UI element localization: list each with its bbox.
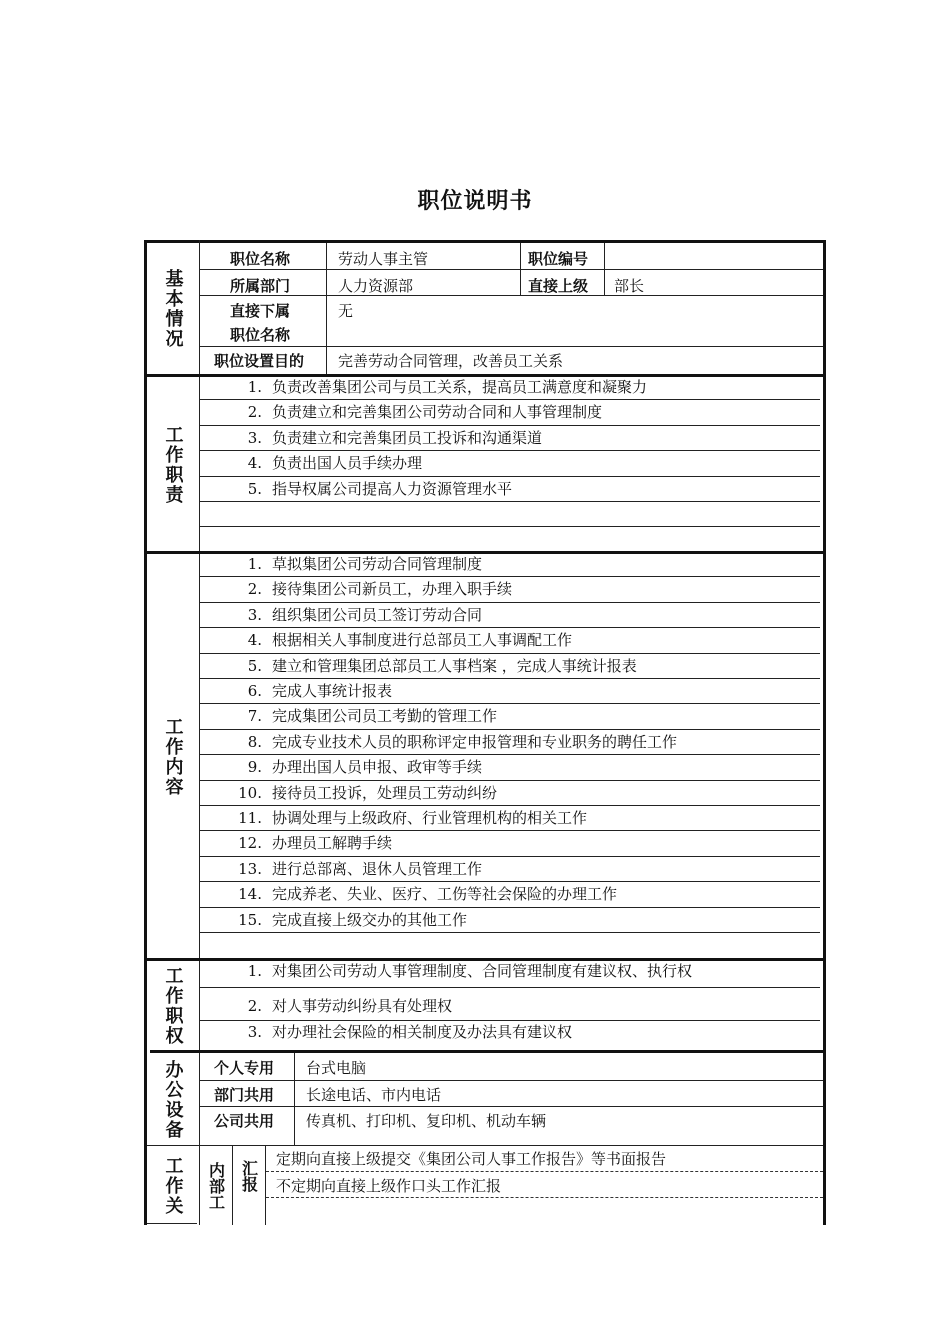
position-name-label: 职位名称 bbox=[230, 250, 291, 268]
equipment-value: 台式电脑 bbox=[306, 1059, 367, 1077]
content-item bbox=[202, 882, 812, 907]
job-description-table bbox=[144, 240, 826, 1225]
duty-item-text: 负责建立和完善集团公司劳动合同和人事管理制度 bbox=[272, 403, 603, 422]
section-divider bbox=[199, 240, 200, 1225]
position-code-label: 职位编号 bbox=[528, 250, 589, 268]
section-label-basic: 基本情况 bbox=[162, 269, 184, 349]
superior-label: 直接上级 bbox=[528, 277, 589, 295]
section-label-relations: 工作关 bbox=[162, 1155, 184, 1216]
content-item bbox=[202, 781, 812, 806]
duty-item-text: 负责改善集团公司与员工关系，提高员工满意度和凝聚力 bbox=[272, 378, 648, 396]
content-item bbox=[202, 603, 812, 628]
table-border-right bbox=[823, 240, 826, 1225]
content-item-number: 3. bbox=[247, 605, 262, 624]
section-label-duties: 工作职责 bbox=[162, 424, 184, 505]
purpose-value: 完善劳动合同管理，改善员工关系 bbox=[338, 352, 564, 370]
content-item-number: 8. bbox=[247, 732, 262, 751]
subordinate-value: 无 bbox=[338, 302, 354, 320]
equipment-label: 个人专用 bbox=[214, 1059, 275, 1077]
content-item-number: 5. bbox=[247, 656, 262, 675]
duty-item bbox=[202, 375, 812, 400]
duty-item bbox=[202, 477, 812, 502]
content-item-text: 草拟集团公司劳动合同管理制度 bbox=[272, 555, 483, 573]
content-item-text: 根据相关人事制度进行总部员工人事调配工作 bbox=[272, 631, 573, 650]
duty-item bbox=[202, 400, 812, 425]
authority-item bbox=[202, 959, 812, 984]
duty-item-number: 4. bbox=[247, 454, 262, 473]
content-item bbox=[202, 577, 812, 602]
authority-item bbox=[202, 1020, 812, 1045]
subordinate-label-line2: 职位名称 bbox=[230, 326, 291, 344]
authority-item-text: 对办理社会保险的相关制度及办法具有建议权 bbox=[272, 1023, 573, 1041]
content-item bbox=[202, 552, 812, 577]
content-item bbox=[202, 908, 812, 933]
authority-item-text: 对人事劳动纠纷具有处理权 bbox=[272, 997, 453, 1015]
section-label-authority: 工作职权 bbox=[162, 966, 184, 1046]
content-item-text: 完成专业技术人员的职称评定申报管理和专业职务的聘任工作 bbox=[272, 732, 678, 751]
content-item-text: 进行总部离、退休人员管理工作 bbox=[272, 859, 483, 878]
content-item-text: 完成人事统计报表 bbox=[272, 682, 393, 700]
content-item-text: 完成集团公司员工考勤的管理工作 bbox=[272, 707, 498, 726]
section-label-content: 工作内容 bbox=[162, 716, 184, 797]
department-value: 人力资源部 bbox=[338, 277, 414, 295]
page-title: 职位说明书 bbox=[417, 189, 533, 214]
content-item bbox=[202, 730, 812, 755]
authority-item bbox=[202, 994, 812, 1019]
department-label: 所属部门 bbox=[230, 277, 291, 295]
content-item bbox=[202, 806, 812, 831]
duty-item bbox=[202, 451, 812, 476]
authority-item-text: 对集团公司劳动人事管理制度、合同管理制度有建议权、执行权 bbox=[272, 962, 693, 980]
duty-item-text: 负责建立和完善集团员工投诉和沟通渠道 bbox=[272, 428, 543, 447]
content-item bbox=[202, 628, 812, 653]
equipment-label: 公司共用 bbox=[214, 1112, 275, 1130]
content-item bbox=[202, 654, 812, 679]
content-item-text: 完成直接上级交办的其他工作 bbox=[272, 910, 468, 929]
duty-item bbox=[202, 426, 812, 451]
table-border-top bbox=[144, 240, 826, 243]
section-label-equipment: 办公设备 bbox=[162, 1059, 184, 1140]
content-item bbox=[202, 831, 812, 856]
authority-item-number: 2. bbox=[247, 997, 262, 1015]
relation-item-1: 定期向直接上级提交《集团公司人事工作报告》等书面报告 bbox=[276, 1150, 667, 1168]
internal-label: 内部工 bbox=[206, 1161, 226, 1210]
content-item-text: 办理员工解聘手续 bbox=[272, 834, 393, 853]
content-item-number: 7. bbox=[247, 707, 262, 726]
equipment-value: 传真机、打印机、复印机、机动车辆 bbox=[306, 1112, 547, 1130]
content-item-text: 办理出国人员申报、政审等手续 bbox=[272, 758, 483, 777]
content-item-number: 9. bbox=[247, 758, 262, 777]
duty-item-number: 5. bbox=[247, 479, 262, 498]
report-label: 汇报 bbox=[239, 1160, 259, 1192]
equipment-value: 长途电话、市内电话 bbox=[306, 1086, 442, 1104]
content-item-text: 接待员工投诉，处理员工劳动纠纷 bbox=[272, 783, 498, 802]
content-item bbox=[202, 755, 812, 780]
authority-item-number: 1. bbox=[247, 962, 262, 980]
duty-item-text: 指导权属公司提高人力资源管理水平 bbox=[272, 479, 513, 498]
content-item-number: 1. bbox=[247, 555, 262, 573]
content-item-number: 13. bbox=[238, 859, 262, 878]
content-item bbox=[202, 857, 812, 882]
content-item-number: 4. bbox=[247, 631, 262, 650]
relation-item-2: 不定期向直接上级作口头工作汇报 bbox=[276, 1177, 502, 1195]
content-item-number: 12. bbox=[238, 834, 262, 853]
content-item bbox=[202, 704, 812, 729]
content-item-number: 14. bbox=[238, 885, 262, 904]
duty-item-number: 1. bbox=[247, 378, 262, 396]
content-item-number: 15. bbox=[238, 910, 262, 929]
content-item-text: 接待集团公司新员工，办理入职手续 bbox=[272, 580, 513, 599]
superior-value: 部长 bbox=[614, 277, 645, 295]
content-item-text: 完成养老、失业、医疗、工伤等社会保险的办理工作 bbox=[272, 885, 618, 904]
content-item-text: 协调处理与上级政府、行业管理机构的相关工作 bbox=[272, 809, 588, 827]
purpose-label: 职位设置目的 bbox=[214, 352, 305, 370]
duty-item-text: 负责出国人员手续办理 bbox=[272, 454, 423, 473]
content-item-number: 10. bbox=[238, 783, 262, 802]
authority-item-number: 3. bbox=[247, 1023, 262, 1041]
content-item-text: 组织集团公司员工签订劳动合同 bbox=[272, 605, 483, 624]
content-item bbox=[202, 679, 812, 704]
content-item-number: 6. bbox=[247, 682, 262, 700]
content-item-number: 11. bbox=[238, 809, 262, 827]
equipment-label: 部门共用 bbox=[214, 1086, 275, 1104]
duty-item-number: 2. bbox=[247, 403, 262, 422]
content-item-number: 2. bbox=[247, 580, 262, 599]
subordinate-label-line1: 直接下属 bbox=[230, 302, 291, 320]
content-item-text: 建立和管理集团总部员工人事档案 ，完成人事统计报表 bbox=[272, 656, 637, 675]
duty-item-number: 3. bbox=[247, 428, 262, 447]
position-name-value: 劳动人事主管 bbox=[338, 250, 429, 268]
